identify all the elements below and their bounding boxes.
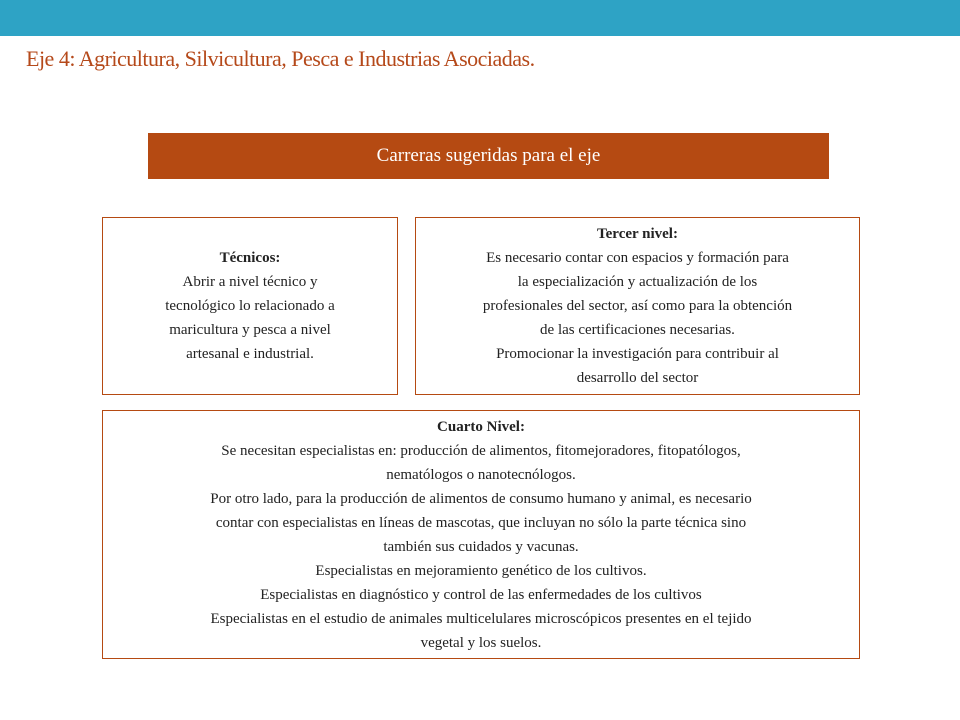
cuarto-nivel-line: Por otro lado, para la producción de alimentos de consumo humano y animal, es necesario [210,490,752,507]
tecnicos-line: maricultura y pesca a nivel [169,322,331,338]
tecnicos-heading: Técnicos: [219,250,281,266]
section-banner-text: Carreras sugeridas para el eje [376,145,601,166]
cuarto-nivel-line: también sus cuidados y vacunas. [383,538,579,555]
cuarto-nivel-line: Especialistas en mejoramiento genético de los cultivos. [315,562,647,579]
slide-title: Eje 4: Agricultura, Silvicultura, Pesca e Industrias Asociadas. [26,46,535,71]
tercer-nivel-line: la especialización y actualización de los [517,274,758,290]
tercer-nivel-line: Es necesario contar con espacios y formación para [486,250,789,266]
cuarto-nivel-line: Especialistas en diagnóstico y control de las enfermedades de los cultivos [260,586,702,603]
tercer-nivel-line: Promocionar la investigación para contribuir al [496,346,779,362]
cuarto-nivel-line: nematólogos o nanotecnólogos. [386,466,576,483]
section-banner [148,133,829,179]
tercer-nivel-heading: Tercer nivel: [597,226,678,242]
cuarto-nivel-box [102,410,860,659]
cuarto-nivel-heading: Cuarto Nivel: [437,418,525,435]
cuarto-nivel-line: Especialistas en el estudio de animales multicelulares microscópicos presentes en el tejido [210,610,752,627]
tercer-nivel-line: profesionales del sector, así como para la obtención [482,298,793,314]
tecnicos-line: artesanal e industrial. [186,346,314,362]
tecnicos-line: Abrir a nivel técnico y [182,274,318,290]
tecnicos-line: tecnológico lo relacionado a [165,298,335,314]
cuarto-nivel-line: Se necesitan especialistas en: producción de alimentos, fitomejoradores, fitopatólogos, [221,442,741,459]
tecnicos-box [102,217,398,395]
tercer-nivel-line: desarrollo del sector [576,370,699,386]
cuarto-nivel-line: contar con especialistas en líneas de mascotas, que incluyan no sólo la parte técnica sino [215,514,747,531]
tercer-nivel-line: de las certificaciones necesarias. [540,322,735,338]
tercer-nivel-box [415,217,860,395]
top-accent-bar [0,0,960,36]
cuarto-nivel-line: vegetal y los suelos. [420,634,542,651]
